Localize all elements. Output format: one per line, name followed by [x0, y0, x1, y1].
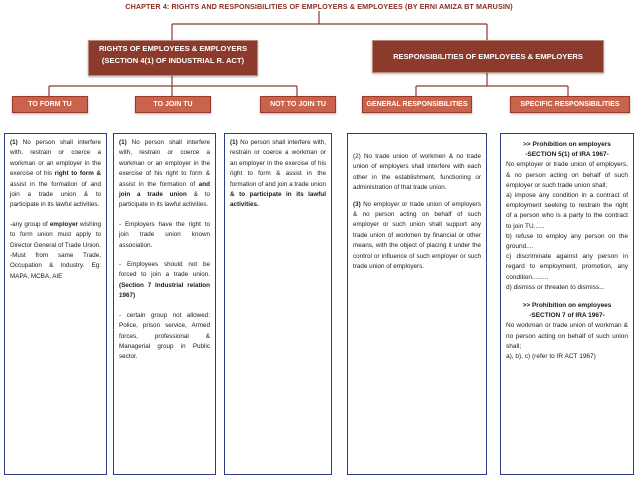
employer-prohibition-b: b) refuse to employ any person on the ground....	[506, 232, 628, 251]
form-tu-para-3: -Must from same Trade, Occupation & Industry. Eg: MAPA, MCBA, AIE	[10, 252, 101, 280]
top-connector	[172, 11, 487, 40]
tab-not-join-tu[interactable]: NOT TO JOIN TU	[260, 96, 336, 113]
tab-join-tu[interactable]: TO JOIN TU	[135, 96, 211, 113]
tab-general-responsibilities[interactable]: GENERAL RESPONSIBILITIES	[362, 96, 472, 113]
rights-header-line1: RIGHTS OF EMPLOYEES & EMPLOYERS	[98, 44, 248, 53]
employee-prohibition-text: No workman or trade union of workman & no person acting on behalf of such union shall;	[506, 322, 628, 350]
rights-connector	[49, 74, 297, 96]
employee-prohibition-ref: a), b), c) (refer to IR ACT 1967)	[506, 353, 596, 361]
rights-header[interactable]	[88, 40, 258, 76]
general-responsibilities-box	[347, 133, 487, 475]
form-tu-para-2: -any group of employer wishing to form union must apply to Director General of Trade Union.	[10, 220, 102, 249]
join-tu-para-3: - Employees should not be forced to join a trade union. (Section 7 Industrial relation 1967)	[119, 261, 210, 300]
employer-prohibition-a: a) impose any condition in a contract of employment seeking to restrain the right of a person who is a party to the contract to join TU......	[506, 192, 628, 230]
form-tu-box	[4, 133, 107, 475]
employer-prohibition-c: c) discriminate against any person in regard to employment, promotion, any condition.........	[506, 253, 628, 281]
join-tu-para-2: - Employers have the right to join trade union known association.	[119, 220, 210, 249]
page-title: CHAPTER 4: RIGHTS AND RESPONSIBILITIES OF EMPLOYERS & EMPLOYEES (BY ERNI AMIZA BT MARUSIN)	[125, 2, 513, 11]
employer-prohibition-section: -SECTION 5(1) of IRA 1967-	[525, 151, 609, 159]
responsibilities-connector	[416, 72, 568, 96]
general-para-1: (2) No trade union of workmen & no trade union of employers shall interfere with each other in the establishment, functioning or administration of that trade union.	[353, 153, 481, 192]
not-join-tu-para-1: (1) No person shall interfere with, restrain or coerce a workman or an employer in the exercise of his right to form & assist in the formation of and join a trade union & to participate in its lawful activities.	[230, 139, 326, 209]
employee-prohibition-section: -SECTION 7 of IRA 1967-	[529, 312, 605, 320]
general-para-2: (3) No employer or trade union of employers & no person acting on behalf of such employer or such union shall support any trade union of workmen by financial or other means, with the object of placing it under the control or influence of such employer or such trade union of employers.	[353, 200, 481, 271]
tab-form-tu[interactable]: TO FORM TU	[12, 96, 88, 113]
responsibilities-header[interactable]: RESPONSIBILITIES OF EMPLOYEES & EMPLOYERS	[372, 40, 604, 73]
join-tu-para-1: (1) No person shall interfere with, restrain or coerce a workman or an employer in the exercise of his right to form & assist in the formation of and join a trade union & to participate in its lawful activities.	[119, 139, 211, 209]
join-tu-para-4: - certain group not allowed: Police, prison service, Armed forces, professional & Managerial group in Public sector.	[119, 311, 210, 361]
employee-prohibition-heading: >> Prohibition on employees	[522, 302, 612, 310]
form-tu-para-1: (1) No person shall interfere with, restrain or coerce a workman or an employer in the exercise of his right to form & assist in the formation of and join a trade union & to participate in its lawful activities.	[10, 139, 101, 209]
employer-prohibition-d: d) dismiss or threaten to dismiss...	[506, 283, 605, 291]
not-join-tu-box	[224, 133, 332, 475]
employer-prohibition-intro: No employer or trade union of employers, & no person acting on behalf of such employer or such trade union shall;	[506, 161, 628, 189]
rights-header-line2: (SECTION 4(1) OF INDUSTRIAL R. ACT)	[101, 56, 245, 65]
employer-prohibition-heading: >> Prohibition on employers	[523, 141, 611, 148]
specific-responsibilities-box	[500, 133, 634, 475]
join-tu-box	[113, 133, 216, 475]
tab-specific-responsibilities[interactable]: SPECIFIC RESPONSIBILITIES	[510, 96, 630, 113]
